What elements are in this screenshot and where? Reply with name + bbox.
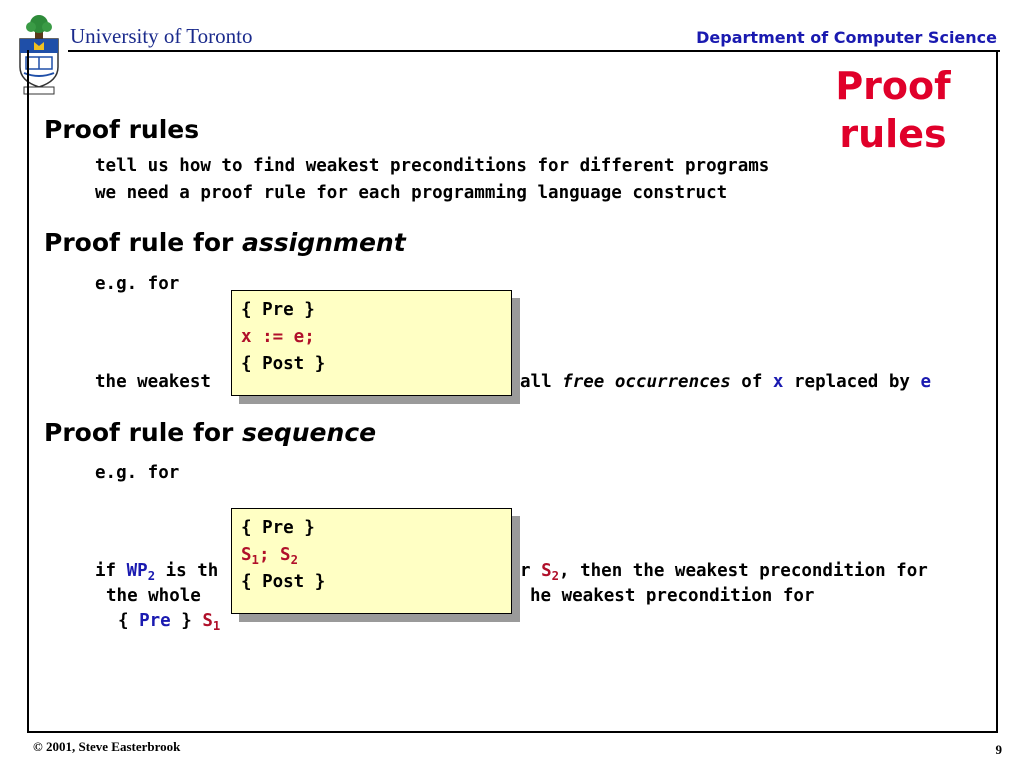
assignment-weakest-rest bbox=[520, 372, 931, 392]
slide-title-line1: Proof bbox=[835, 64, 951, 108]
slide-title-line2: rules bbox=[839, 112, 947, 156]
sequence-if-line bbox=[95, 561, 218, 581]
text-then: , then the weakest precondition for bbox=[559, 561, 928, 581]
sequence-he-weakest: he weakest precondition for bbox=[530, 586, 815, 606]
pre-label: Pre bbox=[139, 611, 171, 631]
var-x: x bbox=[772, 372, 784, 392]
sequence-the-whole: the whole bbox=[106, 586, 201, 606]
heading-sequence-prefix: Proof rule for bbox=[44, 418, 243, 447]
s2-label: S bbox=[541, 561, 552, 581]
assignment-weakest-line bbox=[95, 372, 211, 392]
assignment-pre: { Pre } bbox=[241, 300, 315, 320]
page-number: 9 bbox=[995, 742, 1002, 757]
wp-sub: 2 bbox=[147, 569, 156, 583]
text-is-th: is th bbox=[165, 561, 219, 581]
heading-assignment bbox=[44, 228, 406, 257]
text-replaced-by: replaced by bbox=[794, 372, 910, 392]
assignment-post: { Post } bbox=[241, 354, 326, 374]
sequence-eg: e.g. for bbox=[95, 463, 180, 483]
seq-semi: ; bbox=[258, 545, 281, 565]
text-if: if bbox=[95, 561, 117, 581]
sequence-stmts bbox=[241, 542, 502, 569]
text-of: of bbox=[741, 372, 763, 392]
wp2 bbox=[127, 561, 155, 581]
text-all: all bbox=[520, 372, 552, 392]
copyright: © 2001, Steve Easterbrook bbox=[33, 739, 181, 754]
s2 bbox=[541, 561, 559, 581]
s1 bbox=[202, 611, 220, 631]
seq-s2-sub: 2 bbox=[290, 553, 298, 567]
heading-assignment-em: assignment bbox=[242, 228, 406, 257]
brace-open: { bbox=[118, 611, 129, 631]
heading-sequence-em: sequence bbox=[242, 418, 377, 447]
heading-assignment-prefix: Proof rule for bbox=[44, 228, 243, 257]
heading-sequence bbox=[44, 418, 376, 447]
seq-s1-sub: 1 bbox=[251, 553, 259, 567]
assignment-eg: e.g. for bbox=[95, 274, 180, 294]
wp-label: WP bbox=[126, 561, 148, 581]
bullet-proof-rule-each-construct: we need a proof rule for each programming language construct bbox=[95, 183, 728, 203]
brace-close: } bbox=[181, 611, 192, 631]
text-free-occurrences: free occurrences bbox=[562, 372, 731, 392]
university-name: University of Toronto bbox=[70, 24, 253, 48]
assignment-code-box bbox=[231, 290, 512, 396]
heading-proof-rules: Proof rules bbox=[44, 115, 200, 144]
department-name: Department of Computer Science bbox=[696, 28, 997, 47]
text-r: r bbox=[520, 561, 531, 581]
sequence-if-rest bbox=[520, 561, 928, 581]
var-e: e bbox=[920, 372, 931, 392]
bullet-weakest-preconditions: tell us how to find weakest preconditions for different programs bbox=[95, 156, 770, 176]
slide-title bbox=[818, 62, 968, 158]
sequence-pre: { Pre } bbox=[241, 518, 315, 538]
sequence-code-box bbox=[231, 508, 512, 614]
sequence-triple bbox=[118, 611, 220, 631]
assignment-weakest-prefix: the weakest bbox=[95, 372, 211, 392]
s1-sub: 1 bbox=[212, 619, 221, 633]
assignment-stmt: x := e; bbox=[241, 327, 315, 347]
s2-sub: 2 bbox=[551, 569, 560, 583]
seq-s1: S bbox=[241, 545, 252, 565]
seq-s2: S bbox=[280, 545, 291, 565]
s1-label: S bbox=[202, 611, 213, 631]
sequence-post: { Post } bbox=[241, 572, 326, 592]
